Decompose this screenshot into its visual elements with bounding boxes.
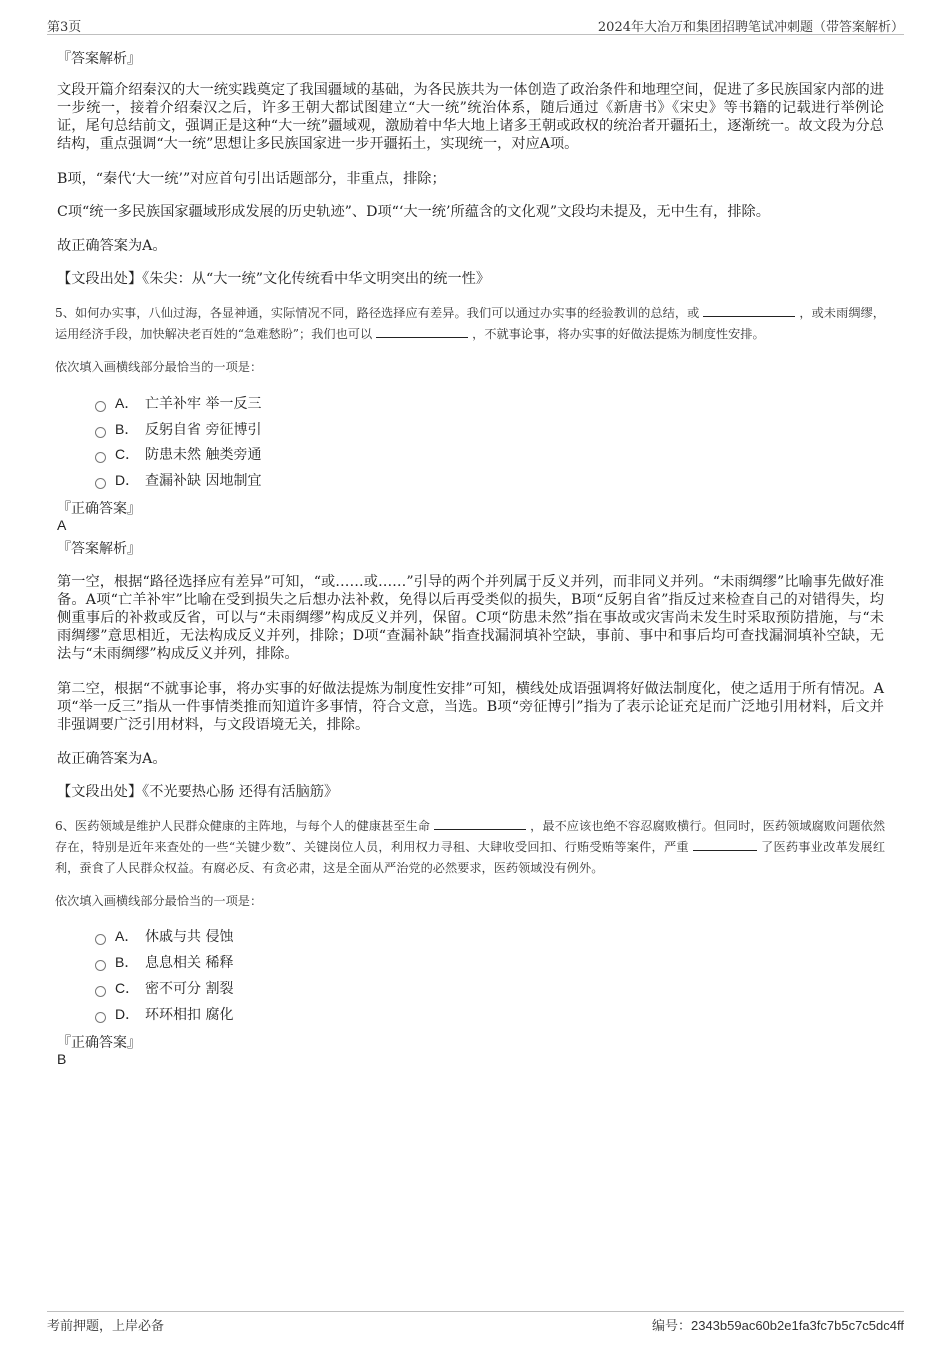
correct-answer: A [57, 517, 67, 533]
option-b[interactable]: B． 反躬自省 旁征博引 [95, 417, 261, 441]
source-citation: 【文段出处】《不光要热心肠 还得有活脑筋》 [57, 784, 339, 800]
radio-icon[interactable] [95, 401, 106, 412]
radio-icon[interactable] [95, 934, 106, 945]
analysis-paragraph: 文段开篇介绍秦汉的大一统实践奠定了我国疆域的基础，为各民族共为一体创造了政治条件和地理空间，促进了多民族国家内部的进一步统一，接着介绍秦汉之后，许多王朝大都试图建立“大一统”统治体系，随后通过《新唐书》《宋史》等书籍的记载进行举例论证，尾句总结前文，强调正是这种“大一统”疆域观，激励着中华大地上诸多王朝或政权的统治者开疆拓土，逐渐统一。故文段为分总结构，重点强调“大一统”思想让多民族国家进一步开疆拓土，实现统一，对应A项。 [57, 82, 884, 152]
conclusion-line: 故正确答案为A。 [57, 238, 167, 254]
question-prompt: 依次填入画横线部分最恰当的一项是： [55, 894, 263, 908]
analysis-label-prev: 『答案解析』 [57, 51, 141, 67]
fill-blank [703, 304, 795, 317]
option-a[interactable]: A． 休戚与共 侵蚀 [95, 924, 233, 948]
option-c[interactable]: C． 防患未然 触类旁通 [95, 442, 261, 466]
radio-icon[interactable] [95, 478, 106, 489]
page-header [47, 14, 904, 35]
page-number: 第3页 [47, 20, 82, 35]
analysis-paragraph: 第二空，根据“不就事论事，将办实事的好做法提炼为制度性安排”可知，横线处成语强调将好做法制度化，使之适用于所有情况。A项“举一反三”指从一件事情类推而知道许多事情，符合文意，当选。B项“旁征博引”指为了表示论证充足而广泛地引用材料，后文并非强调要广泛引用材料，与文段语境无关，排除。 [57, 681, 884, 733]
radio-icon[interactable] [95, 1012, 106, 1023]
document-id: 编号：2343b59ac60b2e1fa3fc7b5c7c5dc4ff [651, 1318, 904, 1334]
question-5-stem: 5、如何办实事，八仙过海，各显神通，实际情况不同，路径选择应有差异。我们可以通过办实事的经验教训的总结，或 ，或未雨绸缪，运用经济手段，加快解决老百姓的“急难愁盼”；我们也可以 ，不就事论事，将办实事的好做法提炼为制度性安排。 [55, 306, 885, 341]
correct-answer-label: 『正确答案』 [57, 501, 141, 517]
fill-blank [434, 817, 526, 830]
radio-icon[interactable] [95, 427, 106, 438]
analysis-label: 『答案解析』 [57, 541, 141, 557]
option-a[interactable]: A． 亡羊补牢 举一反三 [95, 391, 261, 415]
source-citation: 【文段出处】《朱尖：从“大一统”文化传统看中华文明突出的统一性》 [57, 271, 491, 287]
analysis-paragraph: 第一空，根据“路径选择应有差异”可知，“或……或……”引导的两个并列属于反义并列，而非同义并列。“未雨绸缪”比喻事先做好准备。A项“亡羊补牢”比喻在受到损失之后想办法补救，免得以后再受类似的损失，B项“反躬自省”指反过来检查自己的对错得失，均侧重事后的补救或反省，可以与“未雨绸缪”构成反义并列，保留。C项“防患未然”指在事故或灾害尚未发生时采取预防措施，与“未雨绸缪”意思相近，无法构成反义并列，排除；D项“查漏补缺”指查找漏洞填补空缺，事前、事中和事后均可查找漏洞填补空缺，无法与“未雨绸缪”构成反义并列，排除。 [57, 574, 884, 662]
radio-icon[interactable] [95, 960, 106, 971]
fill-blank [693, 838, 757, 851]
correct-answer: B [57, 1051, 67, 1067]
option-d[interactable]: D． 查漏补缺 因地制宜 [95, 468, 261, 492]
correct-answer-label: 『正确答案』 [57, 1035, 141, 1051]
question-6-stem: 6、医药领域是维护人民群众健康的主阵地，与每个人的健康甚至生命 ，最不应该也绝不容忍腐败横行。但同时，医药领域腐败问题依然存在，特别是近年来查处的一些“关键少数”、关键岗位人员，利用权力寻租、大肆收受回扣、行贿受贿等案件，严重 了医药事业改革发展红利，蚕食了人民群众权益。有腐必反、有贪必肃，这是全面从严治党的必然要求，医药领域没有例外。 [55, 819, 886, 875]
option-b[interactable]: B． 息息相关 稀释 [95, 950, 233, 974]
document-title: 2024年大冶万和集团招聘笔试冲刺题（带答案解析） [597, 20, 904, 35]
option-d[interactable]: D． 环环相扣 腐化 [95, 1002, 233, 1026]
fill-blank [376, 325, 468, 338]
footer-slogan: 考前押题，上岸必备 [47, 1319, 165, 1334]
radio-icon[interactable] [95, 986, 106, 997]
analysis-paragraph: B项，“秦代‘大一统’”对应首句引出话题部分，非重点，排除； [57, 171, 446, 187]
radio-icon[interactable] [95, 452, 106, 463]
question-prompt: 依次填入画横线部分最恰当的一项是： [55, 360, 263, 374]
analysis-paragraph: C项“统一多民族国家疆域形成发展的历史轨迹”、D项“‘大一统’所蕴含的文化观”文段均未提及，无中生有，排除。 [57, 204, 770, 220]
page-footer [47, 1311, 904, 1332]
option-c[interactable]: C． 密不可分 割裂 [95, 976, 233, 1000]
conclusion-line: 故正确答案为A。 [57, 751, 167, 767]
